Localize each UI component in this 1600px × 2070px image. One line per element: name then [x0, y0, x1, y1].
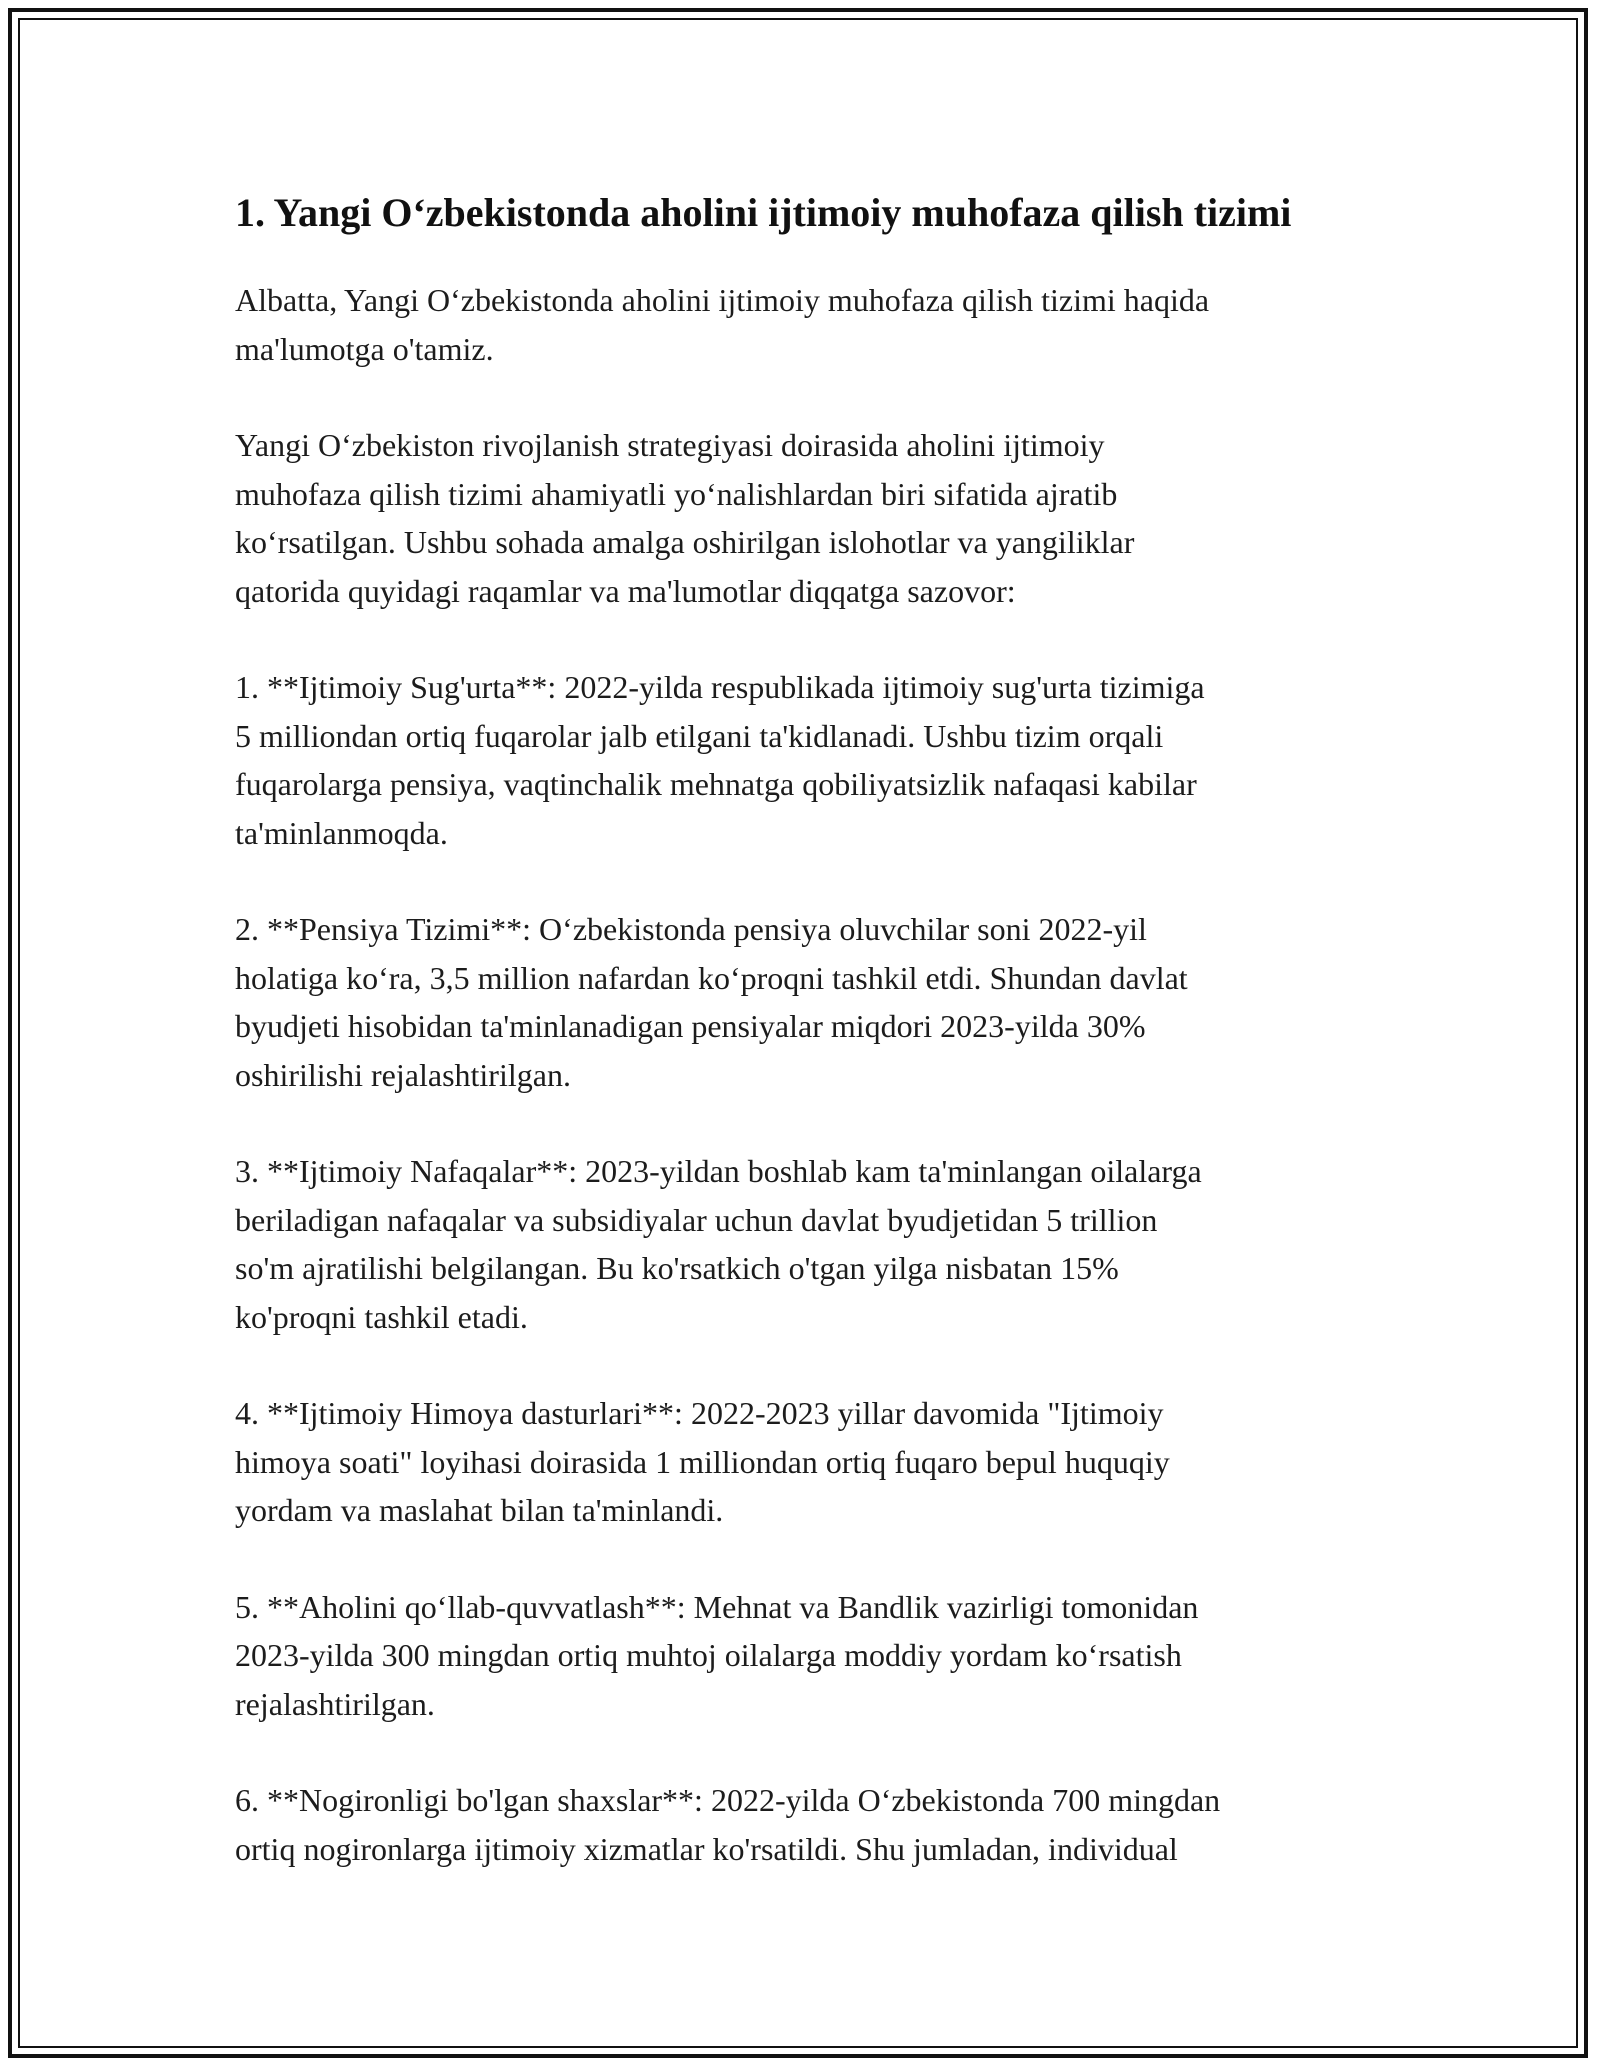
- list-item-pension-system: [235, 905, 1375, 1099]
- text-line: muhofaza qilish tizimi ahamiyatli yo‘nalishlardan biri sifatida ajratib: [235, 475, 1118, 512]
- list-item-population-support: [235, 1583, 1375, 1729]
- list-item-social-insurance: [235, 663, 1375, 857]
- text-line: 4. **Ijtimoiy Himoya dasturlari**: 2022-2023 yillar davomida "Ijtimoiy: [235, 1395, 1164, 1431]
- text-line: 5 milliondan ortiq fuqarolar jalb etilgani ta'kidlanadi. Ushbu tizim orqali: [235, 717, 1164, 754]
- text-line: ko'proqni tashkil etadi.: [235, 1298, 528, 1335]
- paragraph-intro: [235, 276, 1375, 373]
- text-line: oshirilishi rejalashtirilgan.: [235, 1056, 571, 1093]
- text-line: 1. **Ijtimoiy Sug'urta**: 2022-yilda respublikada ijtimoiy sug'urta tizimiga: [235, 669, 1205, 705]
- text-line: ko‘rsatilgan. Ushbu sohada amalga oshirilgan islohotlar va yangiliklar: [235, 524, 1135, 560]
- text-line: holatiga ko‘ra, 3,5 million nafardan ko‘proqni tashkil etdi. Shundan davlat: [235, 959, 1188, 996]
- list-item-social-benefits: [235, 1147, 1375, 1341]
- text-line: 5. **Aholini qo‘llab-quvvatlash**: Mehnat va Bandlik vazirligi tomonidan: [235, 1588, 1199, 1625]
- text-line: ta'minlanmoqda.: [235, 814, 448, 851]
- list-item-disabled-persons: [235, 1776, 1375, 1873]
- document-body: [235, 186, 1375, 1921]
- text-line: byudjeti hisobidan ta'minlanadigan pensiyalar miqdori 2023-yilda 30%: [235, 1008, 1146, 1044]
- paragraph-strategy: [235, 421, 1375, 615]
- text-line: fuqarolarga pensiya, vaqtinchalik mehnatga qobiliyatsizlik nafaqasi kabilar: [235, 766, 1197, 802]
- list-item-social-protection-programs: [235, 1389, 1375, 1535]
- text-line: rejalashtirilgan.: [235, 1685, 435, 1722]
- text-line: himoya soati" loyihasi doirasida 1 milliondan ortiq fuqaro bepul huquqiy: [235, 1443, 1170, 1480]
- text-line: beriladigan nafaqalar va subsidiyalar uchun davlat byudjetidan 5 trillion: [235, 1201, 1158, 1238]
- text-line: 2. **Pensiya Tizimi**: O‘zbekistonda pensiya oluvchilar soni 2022-yil: [235, 911, 1147, 947]
- text-line: ma'lumotga o'tamiz.: [235, 330, 494, 367]
- text-line: 6. **Nogironligi bo'lgan shaxslar**: 2022-yilda O‘zbekistonda 700 mingdan: [235, 1782, 1221, 1818]
- text-line: ortiq nogironlarga ijtimoiy xizmatlar ko'rsatildi. Shu jumladan, individual: [235, 1830, 1178, 1867]
- text-line: 2023-yilda 300 mingdan ortiq muhtoj oilalarga moddiy yordam ko‘rsatish: [235, 1637, 1182, 1673]
- text-line: yordam va maslahat bilan ta'minlandi.: [235, 1492, 724, 1528]
- document-title: 1. Yangi O‘zbekistonda aholini ijtimoiy muhofaza qilish tizimi: [235, 190, 1292, 235]
- text-line: qatorida quyidagi raqamlar va ma'lumotlar diqqatga sazovor:: [235, 572, 1016, 609]
- text-line: so'm ajratilishi belgilangan. Bu ko'rsatkich o'tgan yilga nisbatan 15%: [235, 1250, 1119, 1286]
- text-line: Albatta, Yangi O‘zbekistonda aholini ijtimoiy muhofaza qilish tizimi haqida: [235, 282, 1210, 318]
- text-line: 3. **Ijtimoiy Nafaqalar**: 2023-yildan boshlab kam ta'minlangan oilalarga: [235, 1153, 1202, 1189]
- text-line: Yangi O‘zbekiston rivojlanish strategiyasi doirasida aholini ijtimoiy: [235, 427, 1105, 463]
